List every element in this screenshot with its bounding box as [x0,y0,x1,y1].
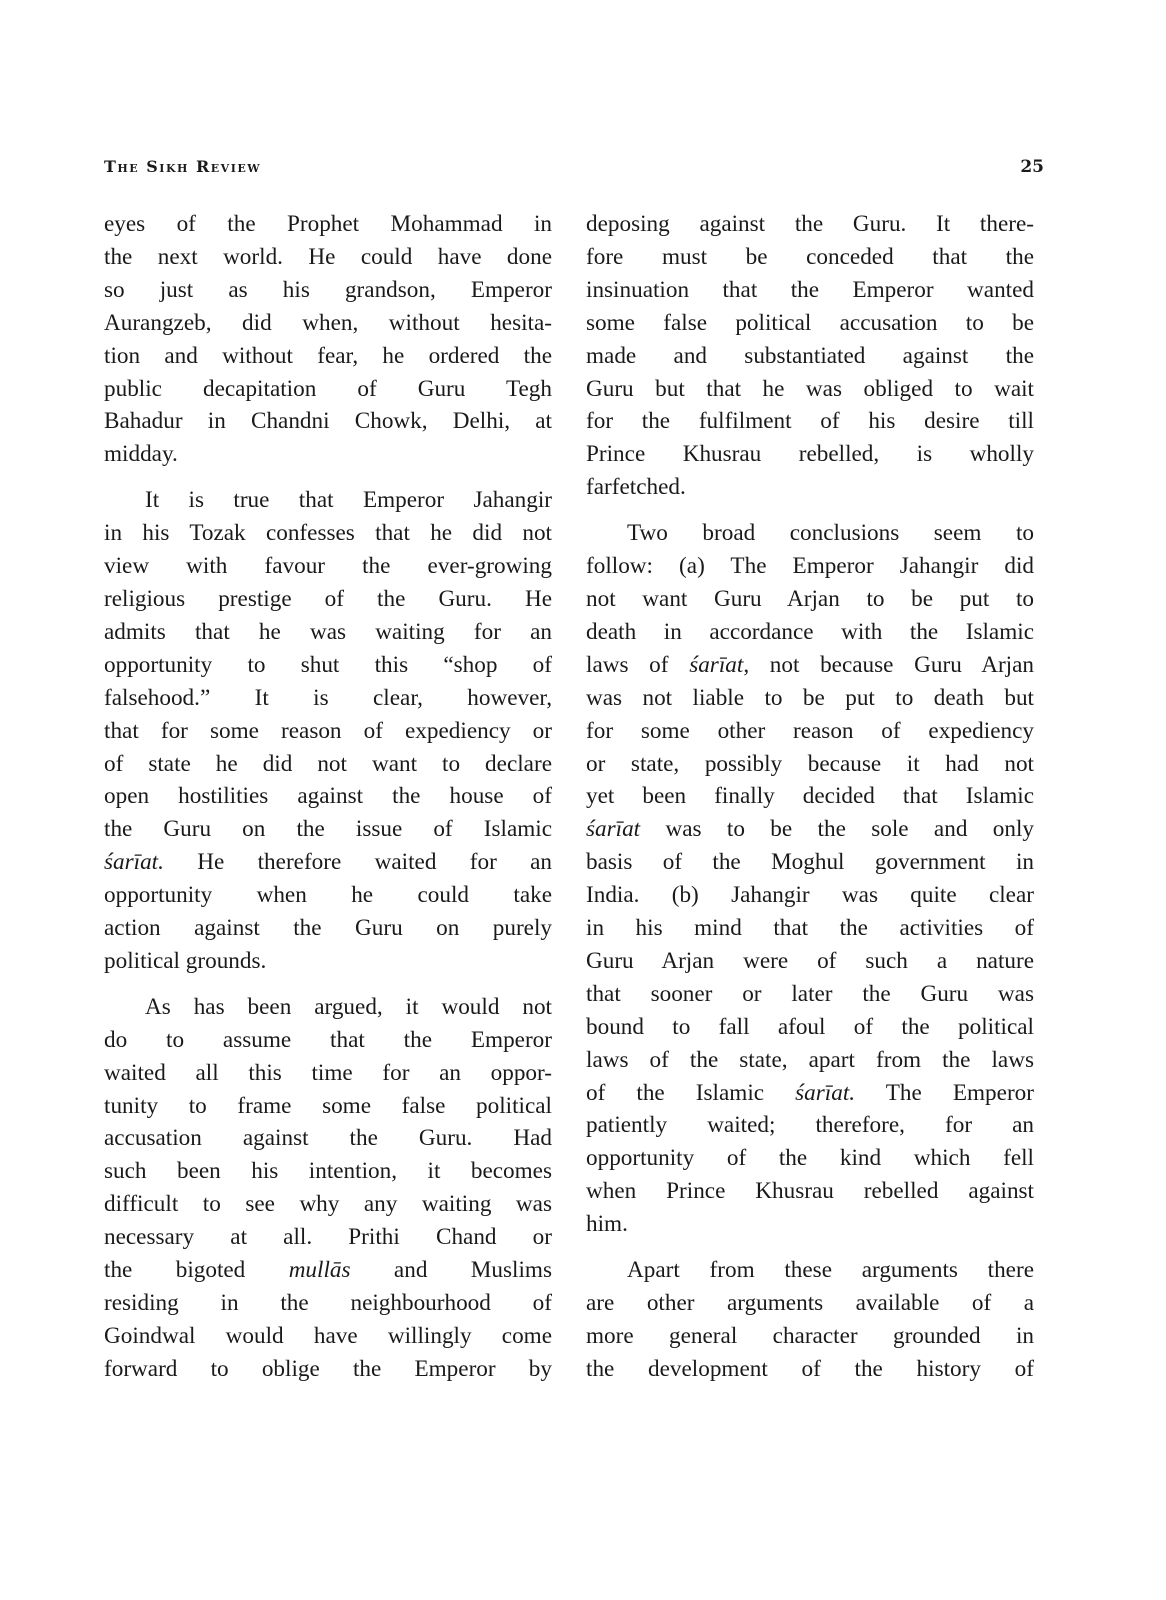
text-line: opportunity of the kind which fell [586,1145,1034,1172]
paragraph [586,208,1034,504]
paragraph [104,484,552,978]
text-line: tunity to frame some false political [104,1092,552,1119]
text-line: midday. [104,441,178,468]
paragraph [104,991,552,1386]
right-column [586,208,1034,1386]
text-line: such been his intention, it becomes [104,1158,552,1185]
text-line: action against the Guru on purely [104,915,552,942]
text-line: falsehood.” It is clear, however, [104,684,552,711]
text-line: laws of the state, apart from the laws [586,1046,1034,1073]
text-line: him. [586,1211,628,1238]
text-line: forward to oblige the Emperor by [104,1355,552,1382]
text-line: bound to fall afoul of the political [586,1013,1034,1040]
text-line: As has been argued, it would not [145,993,552,1020]
text-line: waited all this time for an oppor- [104,1059,552,1086]
text-line: necessary at all. Prithi Chand or [104,1224,552,1251]
text-line: the Guru on the issue of Islamic [104,816,552,843]
text-line: do to assume that the Emperor [104,1026,552,1053]
text-line: deposing against the Guru. It there- [586,211,1034,237]
text-line: the bigoted mullās and Muslims [104,1257,552,1284]
text-line: eyes of the Prophet Mohammad in [104,211,552,237]
page-header [104,157,1044,187]
text-line: Guru but that he was obliged to wait [586,375,1034,402]
text-line: in his mind that the activities of [586,915,1034,942]
text-line: for the fulfilment of his desire till [586,408,1034,435]
text-line: the development of the history of [586,1355,1034,1382]
text-line: patiently waited; therefore, for an [586,1112,1034,1139]
text-line: admits that he was waiting for an [104,618,552,645]
text-line: more general character grounded in [586,1322,1034,1349]
text-line: some false political accusation to be [586,309,1034,336]
text-line: public decapitation of Guru Tegh [104,375,552,402]
text-line: Two broad conclusions seem to [627,520,1034,547]
text-line: that for some reason of expediency or [104,717,552,744]
text-line: opportunity to shut this “shop of [104,651,552,678]
text-line: Bahadur in Chandni Chowk, Delhi, at [104,408,552,435]
page-number: 25 [1020,157,1044,177]
text-line: difficult to see why any waiting was [104,1191,552,1218]
text-line: political grounds. [104,947,267,974]
paragraph [586,1254,1034,1386]
text-line: follow: (a) The Emperor Jahangir did [586,553,1034,580]
text-line: of state he did not want to declare [104,750,552,777]
text-line: not want Guru Arjan to be put to [586,585,1034,612]
text-line: so just as his grandson, Emperor [104,276,552,303]
text-line: death in accordance with the Islamic [586,618,1034,645]
text-line: residing in the neighbourhood of [104,1290,552,1316]
running-head: The Sikh Review [104,157,262,176]
text-line: that sooner or later the Guru was [586,980,1034,1007]
left-column [104,208,552,1386]
text-line: in his Tozak confesses that he did not [104,520,552,547]
text-line: laws of śarīat, not because Guru Arjan [586,651,1034,678]
text-line: Guru Arjan were of such a nature [586,947,1034,974]
text-line: accusation against the Guru. Had [104,1125,552,1152]
text-line: made and substantiated against the [586,342,1034,369]
text-line: Apart from these arguments there [627,1257,1034,1284]
text-line: was not liable to be put to death but [586,684,1034,711]
text-line: open hostilities against the house of [104,783,552,810]
text-line: or state, possibly because it had not [586,750,1034,777]
text-line: the next world. He could have done [104,243,552,270]
text-line: farfetched. [586,474,686,501]
text-line: Prince Khusrau rebelled, is wholly [586,441,1034,468]
text-line: Aurangzeb, did when, without hesita- [104,309,552,336]
text-line: are other arguments available of a [586,1290,1034,1316]
text-line: yet been finally decided that Islamic [586,783,1034,810]
text-line: of the Islamic śarīat. The Emperor [586,1079,1034,1106]
text-line: religious prestige of the Guru. He [104,585,552,612]
text-line: when Prince Khusrau rebelled against [586,1178,1034,1205]
text-line: view with favour the ever-growing [104,553,552,580]
text-line: śarīat was to be the sole and only [586,816,1034,843]
text-line: for some other reason of expediency [586,717,1034,744]
text-line: opportunity when he could take [104,882,552,909]
paragraph [586,517,1034,1241]
text-line: śarīat. He therefore waited for an [104,849,552,876]
text-line: India. (b) Jahangir was quite clear [586,882,1034,909]
text-line: Goindwal would have willingly come [104,1322,552,1349]
text-line: tion and without fear, he ordered the [104,342,552,369]
paragraph [104,208,552,471]
text-line: insinuation that the Emperor wanted [586,276,1034,303]
text-line: It is true that Emperor Jahangir [145,487,552,514]
text-line: fore must be conceded that the [586,243,1034,270]
text-line: basis of the Moghul government in [586,849,1034,876]
